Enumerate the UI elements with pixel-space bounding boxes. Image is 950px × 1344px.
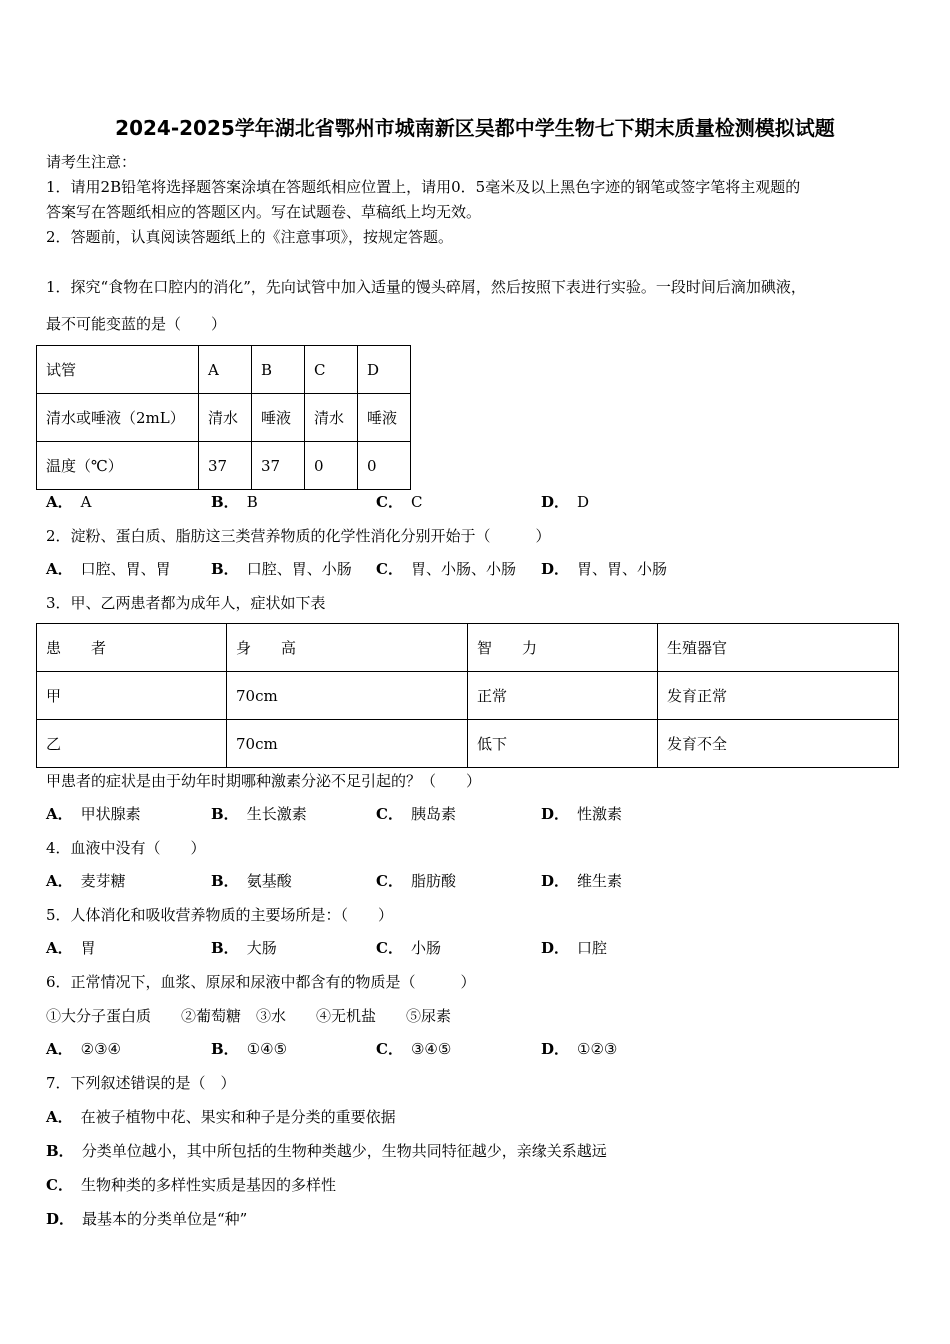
q2-option-b[interactable] (211, 559, 352, 579)
q7-option-d[interactable] (46, 1209, 247, 1229)
table-cell: 37 (199, 442, 252, 490)
q4-option-c[interactable] (376, 871, 456, 891)
q7-option-c[interactable] (46, 1175, 336, 1195)
table-row (37, 720, 899, 768)
q2-option-c[interactable] (376, 559, 516, 579)
option-text: 甲状腺素 (80, 805, 141, 823)
q5-option-d[interactable] (541, 938, 607, 958)
q2-option-d[interactable] (541, 559, 667, 579)
option-key: B． (211, 560, 239, 578)
table-cell: 70cm (227, 672, 468, 720)
option-key: D． (541, 493, 570, 511)
option-key: C． (376, 560, 403, 578)
option-key: B． (211, 1040, 239, 1058)
option-text: 口腔 (577, 939, 608, 957)
table-row (37, 394, 411, 442)
q1-option-c[interactable] (376, 492, 422, 512)
q6-items: ①大分子蛋白质 ②葡萄糖 ③水 ④无机盐 ⑤尿素 (46, 1007, 452, 1025)
option-key: A． (46, 939, 73, 957)
q5-option-a[interactable] (46, 938, 96, 958)
option-key: A． (46, 493, 73, 511)
page-title: 2024-2025学年湖北省鄂州市城南新区吴都中学生物七下期末质量检测模拟试题 (115, 116, 835, 140)
q3-option-b[interactable] (211, 804, 307, 824)
table-cell: 37 (252, 442, 305, 490)
option-text: 分类单位越小，其中所包括的生物种类越少，生物共同特征越少，亲缘关系越远 (81, 1142, 607, 1160)
table-row (37, 346, 411, 394)
option-text: B (246, 493, 258, 511)
notice-line-1b: 答案写在答题纸相应的答题区内。写在试题卷、草稿纸上均无效。 (46, 203, 482, 221)
option-key: C． (376, 872, 403, 890)
table-cell: 甲 (37, 672, 227, 720)
option-text: 胃、小肠、小肠 (410, 560, 516, 578)
table-cell: 0 (358, 442, 411, 490)
table-cell: 清水 (305, 394, 358, 442)
option-key: C． (46, 1176, 73, 1194)
option-key: D． (541, 872, 570, 890)
q5-stem: 5．人体消化和吸收营养物质的主要场所是：（ ） (46, 906, 394, 924)
option-text: 最基本的分类单位是“种” (82, 1210, 248, 1228)
q7-option-a[interactable] (46, 1107, 396, 1127)
option-key: D． (541, 805, 570, 823)
option-text: 生物种类的多样性实质是基因的多样性 (80, 1176, 336, 1194)
table-cell: 身 高 (227, 624, 468, 672)
option-text: 胃 (80, 939, 96, 957)
table-cell: 温度（℃） (37, 442, 199, 490)
q3-option-a[interactable] (46, 804, 141, 824)
table-cell: 清水或唾液（2mL） (37, 394, 199, 442)
q6-option-c[interactable] (376, 1039, 451, 1059)
table-cell: D (358, 346, 411, 394)
option-key: C． (376, 1040, 403, 1058)
q7-stem: 7．下列叙述错误的是（ ） (46, 1074, 236, 1092)
q6-option-b[interactable] (211, 1039, 287, 1059)
option-text: 氨基酸 (246, 872, 292, 890)
q6-stem: 6．正常情况下，血浆、原尿和尿液中都含有的物质是（ ） (46, 973, 476, 991)
q6-option-a[interactable] (46, 1039, 121, 1059)
q1-stem-line-1: 1．探究“食物在口腔内的消化”，先向试管中加入适量的馒头碎屑，然后按照下表进行实验。一段时间后滴加碘液， (46, 278, 806, 296)
option-text: D (577, 493, 590, 511)
table-row (37, 442, 411, 490)
q5-option-c[interactable] (376, 938, 441, 958)
option-key: B． (211, 805, 239, 823)
option-text: 脂肪酸 (410, 872, 456, 890)
table-cell: 低下 (468, 720, 658, 768)
table-cell: 试管 (37, 346, 199, 394)
table-cell: 唾液 (252, 394, 305, 442)
option-key: A． (46, 872, 73, 890)
table-row (37, 624, 899, 672)
option-text: ②③④ (80, 1040, 121, 1058)
option-key: A． (46, 1040, 73, 1058)
q5-option-b[interactable] (211, 938, 277, 958)
table-cell: 患 者 (37, 624, 227, 672)
option-text: C (410, 493, 423, 511)
option-key: D． (46, 1210, 75, 1228)
q1-option-d[interactable] (541, 492, 589, 512)
q2-option-a[interactable] (46, 559, 171, 579)
q4-option-a[interactable] (46, 871, 126, 891)
option-key: B． (211, 493, 239, 511)
option-text: 在被子植物中花、果实和种子是分类的重要依据 (80, 1108, 396, 1126)
option-text: 胃、胃、小肠 (577, 560, 668, 578)
option-key: C． (376, 939, 403, 957)
table-cell: 智 力 (468, 624, 658, 672)
q3-option-d[interactable] (541, 804, 622, 824)
option-text: 小肠 (410, 939, 441, 957)
table-cell: 清水 (199, 394, 252, 442)
table-cell: 乙 (37, 720, 227, 768)
q1-stem-line-2: 最不可能变蓝的是（ ） (46, 315, 227, 333)
q3-table (36, 623, 899, 768)
table-cell: 70cm (227, 720, 468, 768)
q1-table (36, 345, 411, 490)
q4-option-b[interactable] (211, 871, 292, 891)
option-text: 生长激素 (246, 805, 307, 823)
option-text: 口腔、胃、胃 (80, 560, 171, 578)
option-text: ①②③ (577, 1040, 618, 1058)
table-cell: A (199, 346, 252, 394)
option-key: C． (376, 493, 403, 511)
option-key: B． (211, 872, 239, 890)
option-text: 维生素 (577, 872, 623, 890)
option-key: B． (211, 939, 239, 957)
q4-stem: 4．血液中没有（ ） (46, 839, 206, 857)
option-key: D． (541, 560, 570, 578)
option-text: 性激素 (577, 805, 623, 823)
q7-option-b[interactable] (46, 1141, 607, 1161)
option-key: B． (46, 1142, 74, 1160)
notice-line-2: 2．答题前，认真阅读答题纸上的《注意事项》，按规定答题。 (46, 228, 454, 246)
q1-option-a[interactable] (46, 492, 91, 512)
table-cell: 生殖器官 (658, 624, 899, 672)
table-cell: 发育不全 (658, 720, 899, 768)
option-key: A． (46, 560, 73, 578)
option-text: A (80, 493, 92, 511)
option-text: 大肠 (246, 939, 277, 957)
option-key: A． (46, 805, 73, 823)
option-text: 麦芽糖 (80, 872, 126, 890)
option-text: 口腔、胃、小肠 (246, 560, 352, 578)
option-key: A． (46, 1108, 73, 1126)
table-cell: 0 (305, 442, 358, 490)
q3-question: 甲患者的症状是由于幼年时期哪种激素分泌不足引起的？（ ） (46, 772, 482, 790)
q3-option-c[interactable] (376, 804, 456, 824)
q3-stem: 3．甲、乙两患者都为成年人，症状如下表 (46, 594, 326, 612)
option-text: 胰岛素 (410, 805, 456, 823)
option-text: ③④⑤ (410, 1040, 452, 1058)
table-cell: 唾液 (358, 394, 411, 442)
table-cell: C (305, 346, 358, 394)
table-row (37, 672, 899, 720)
option-text: ①④⑤ (246, 1040, 288, 1058)
option-key: D． (541, 939, 570, 957)
q2-stem: 2．淀粉、蛋白质、脂肪这三类营养物质的化学性消化分别开始于（ ） (46, 527, 551, 545)
q4-option-d[interactable] (541, 871, 622, 891)
table-cell: B (252, 346, 305, 394)
option-key: D． (541, 1040, 570, 1058)
q1-option-b[interactable] (211, 492, 258, 512)
notice-heading: 请考生注意： (46, 153, 137, 171)
option-key: C． (376, 805, 403, 823)
notice-line-1a: 1．请用2B铅笔将选择题答案涂填在答题纸相应位置上，请用0．5毫米及以上黑色字迹的钢笔或签字笔将主观题的 (46, 178, 801, 196)
table-cell: 发育正常 (658, 672, 899, 720)
q6-option-d[interactable] (541, 1039, 617, 1059)
table-cell: 正常 (468, 672, 658, 720)
